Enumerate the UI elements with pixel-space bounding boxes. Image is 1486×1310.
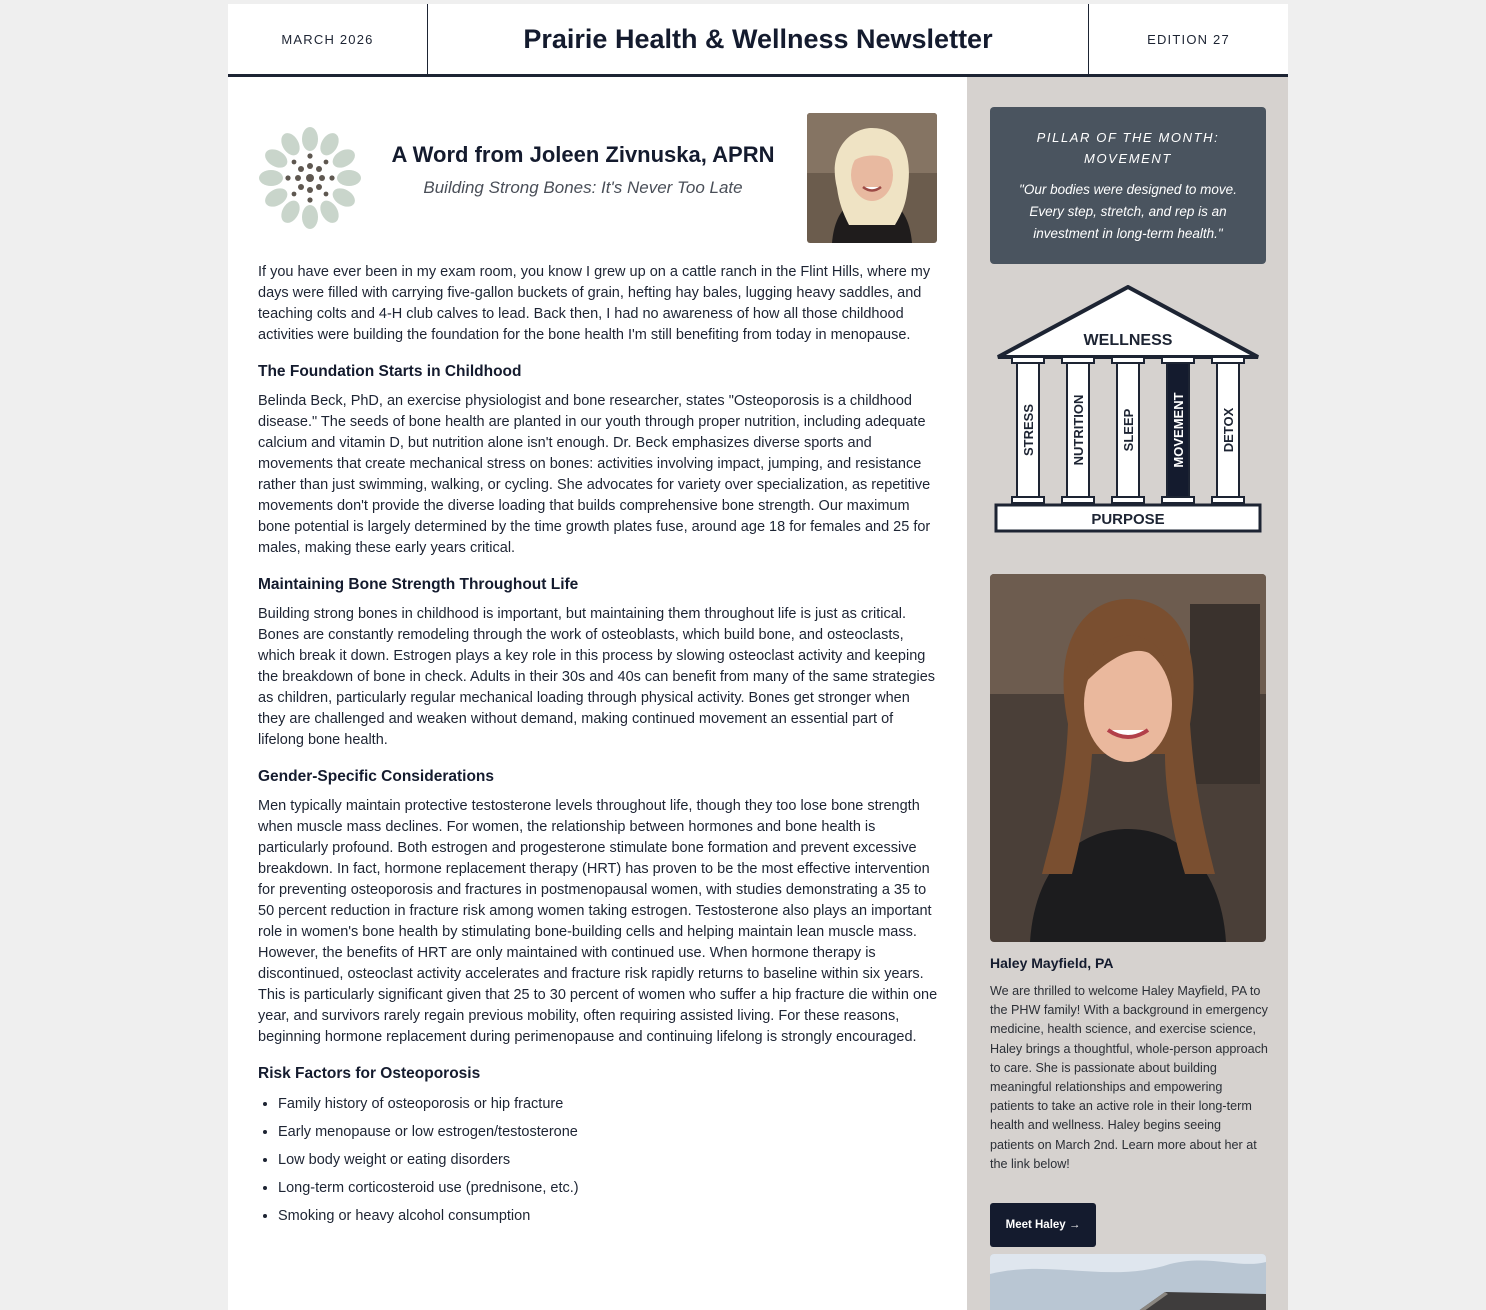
pillar-heading: PILLAR OF THE MONTH: MOVEMENT [1036,130,1220,166]
sidebar [967,77,1288,1310]
temple-base-label: PURPOSE [1091,511,1165,528]
pillar-label: NUTRITION [1071,394,1086,466]
section-heading: Gender-Specific Considerations [258,768,494,785]
risk-factors-list [258,1093,938,1233]
intro-subtitle: Building Strong Bones: It's Never Too Late [423,178,743,197]
risk-factors-heading: Risk Factors for Osteoporosis [258,1065,481,1082]
pillar-label: STRESS [1021,403,1036,457]
newsletter-page [228,4,1288,1310]
pillar-label-highlighted: MOVEMENT [1171,392,1186,468]
joleen-portrait-image [807,113,937,243]
meet-haley-button[interactable]: Meet Haley → [990,1203,1096,1247]
edition-number: EDITION 27 [1088,4,1288,74]
main-column [258,114,938,1233]
pillar-quote: "Our bodies were designed to move. Every step, stretch, and rep is an investment in long-term health." [1019,182,1237,241]
section-heading: Maintaining Bone Strength Throughout Life [258,576,579,593]
pillar-label: DETOX [1221,407,1236,453]
list-item: • Smoking or heavy alcohol consumption [278,1205,938,1233]
clinic-building-image [990,1254,1266,1310]
article-paragraph: If you have ever been in my exam room, you know I grew up on a cattle ranch in the Flint Hills, where my days were filled with carrying five-gallon buckets of grain, hefting hay bales, lugging heavy saddles, and teaching colts and 4-H club calves to lead. Back then, I had no awareness of how all those childhood activities were building the foundation for the bone health I'm still benefiting from today in menopause. [258,264,931,343]
masthead [228,4,1288,77]
intro-title: A Word from Joleen Zivnuska, APRN [391,142,775,167]
pillar-of-month-box [990,107,1266,264]
newsletter-title: Prairie Health & Wellness Newsletter [523,23,993,54]
section-heading: The Foundation Starts in Childhood [258,363,522,380]
pillar-label: SLEEP [1121,408,1136,452]
staff-name: Haley Mayfield, PA [990,955,1114,971]
list-item: • Low body weight or eating disorders [278,1149,938,1177]
haley-portrait-image [990,574,1266,942]
staff-bio: We are thrilled to welcome Haley Mayfield, PA to the PHW family! With a background in emergency medicine, health science, and exercise science, Haley brings a thoughtful, whole-person approach to care. She is passionate about building meaningful relationships and empowering patients to take an active role in their long-term health and wellness. Haley begins seeing patients on March 2nd. Learn more about her at the link below! [990,984,1268,1171]
wellness-temple-diagram [992,285,1264,535]
temple-columns [1012,357,1244,503]
intro-header [258,114,938,244]
issue-date: MARCH 2026 [228,4,428,74]
list-item: • Early menopause or low estrogen/testosterone [278,1121,938,1149]
flower-logo-icon [258,126,362,230]
list-item: • Long-term corticosteroid use (prednisone, etc.) [278,1177,938,1205]
section-text: Building strong bones in childhood is important, but maintaining them throughout life is just as critical. Bones are constantly remodeling through the work of osteoblasts, which build bone, and osteoclasts, which break it down. Estrogen plays a key role in this process by slowing osteoclast activity and keeping the breakdown of bone in check. Adults in their 30s and 40s can benefit from many of the same strategies as children, particularly regular mechanical loading through physical activity. Bones get stronger when they are challenged and weaken without demand, making continued movement an essential part of lifelong bone health. [258,606,936,748]
section-text: Men typically maintain protective testosterone levels throughout life, though they too lose bone strength when muscle mass declines. For women, the relationship between hormones and bone health is particularly profound. Both estrogen and progesterone stimulate bone formation and prevent excessive breakdown. In fact, hormone replacement therapy (HRT) has proven to be the most effective intervention for preventing osteoporosis and fractures in postmenopausal women, with studies demonstrating a 35 to 50 percent reduction in fracture risk among women taking estrogen. Testosterone also plays an important role in women's bone health by stimulating bone-building cells and helping maintain lean muscle mass. However, the benefits of HRT are only maintained with continued use. When hormone therapy is discontinued, osteoclast activity accelerates and fracture risk rapidly returns to baseline within six years. This is particularly significant given that 25 to 30 percent of women who suffer a hip fracture die within one year, and survivors rarely regain previous mobility, often requiring assisted living. For these reasons, beginning hormone replacement during perimenopause and continuing lifelong is strongly encouraged. [258,798,938,1045]
temple-roof-label: WELLNESS [1083,332,1173,349]
list-item: • Family history of osteoporosis or hip fracture [278,1093,938,1121]
section-text: Belinda Beck, PhD, an exercise physiologist and bone researcher, states "Osteoporosis is a childhood disease." The seeds of bone health are planted in our youth through proper nutrition, including adequate calcium and vitamin D, but nutrition alone isn't enough. Dr. Beck emphasizes diverse sports and movements that create mechanical stress on bones: activities involving impact, jumping, and resistance rather than just swimming, walking, or cycling. She advocates for variety over specialization, as repetitive movements don't provide the diverse loading that builds comprehensive bone strength. Our maximum bone potential is largely determined by the time growth plates fuse, around age 18 for females and 25 for males, making these early years critical. [258,393,931,556]
